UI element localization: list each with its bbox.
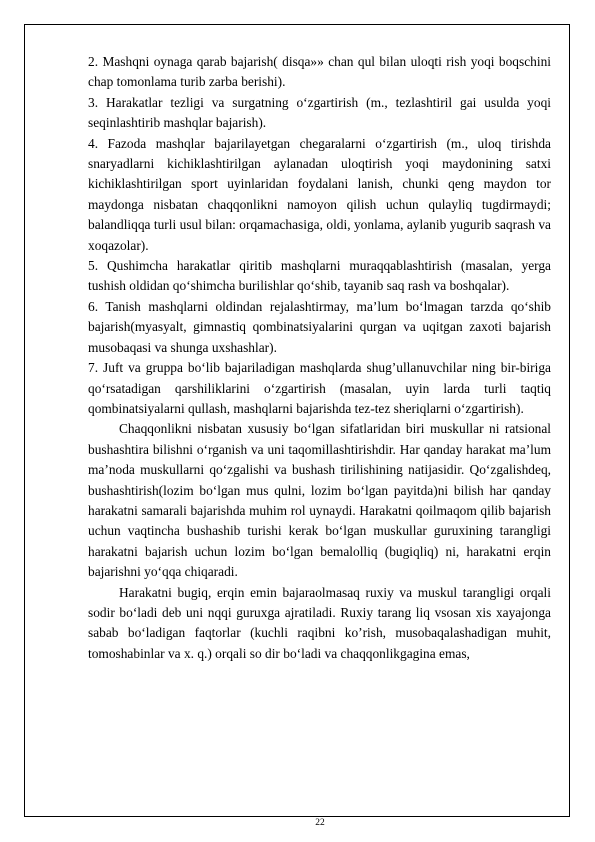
- paragraph-relaxation: Chaqqonlikni nisbatan xususiy bo‘lgan sifatlaridan biri muskullar ni ratsional bushashtira bilishni o‘rganish va uni taqomillashtirishdir. Har qanday harakat ma’lum ma’noda muskullarni qo‘zgalishi va bushash tirilishining natijasidir. Qo‘zgalishdeq, bushashtirish(lozim bo‘lgan mus qulni, lozim bo‘lgan payitda)ni bilish har qanday harakatni samarali bajarishda muhim rol uynaydi. Harakatni qoilmaqom qilib bajarish uchun vaqtincha bushashib turishi kerak bo‘lgan muskullar guruxining tarangligi harakatni bajarish uchun lozim bo‘lgan bemalolliq (bugiqliq) ni, harakatni erqin bajarishni yo‘qqa chiqaradi.: [88, 421, 551, 580]
- paragraph-item-3: 3. Harakatlar tezligi va surgatning o‘zgartirish (m., tezlashtiril gai usulda yoqi seqinlashtirib mashqlar bajarish).: [88, 94, 551, 131]
- paragraph-item-6: 6. Tanish mashqlarni oldindan rejalashtirmay, ma’lum bo‘lmagan tarzda qo‘shib bajarish(myasyalt, gimnastiq qombinatsiyalarini qurgan va uqitgan zaxoti bajarish musobaqasi va shunga uxshashlar).: [88, 298, 551, 355]
- paragraph-item-2: 2. Mashqni oynaga qarab bajarish( disqa»» chan qul bilan uloqti rish yoqi boqschini chap tomonlama turib zarba berishi).: [88, 54, 551, 90]
- paragraph-item-4: 4. Fazoda mashqlar bajarilayetgan chegaralarni o‘zgartirish (m., uloq tirishda snaryadlarni kichiklashtirilgan aylanadan uloqtirish yoqi maydonining satxi kichiklashtirilgan sport uyinlaridan foydalani lanish, chunki qeng maydon tor maydonga nisbatan chaqqonlikni namoyon qilish uchun qulayliq tugdirmaydi; balandliqqa turli usul bilan: orqamachasiga, oldi, yonlama, aylanib yugurib saqrash va xoqazolar).: [88, 135, 551, 253]
- paragraph-tension: Harakatni bugiq, erqin emin bajaraolmasaq ruxiy va muskul tarangligi orqali sodir bo‘ladi deb uni nqqi guruxga ajratiladi. Ruxiy tarang liq vsosan xis xayajonga sabab bo‘ladigan faqtorlar (kuchli raqibni ko’rish, musobaqalashadigan muhit, tomoshabinlar va x. q.) orqali so dir bo‘ladi va chaqqonlikgagina emas,: [88, 584, 551, 661]
- page-number: 22: [315, 818, 325, 828]
- paragraph-item-5: 5. Qushimcha harakatlar qiritib mashqlarni muraqqablashtirish (masalan, yerga tushish oldidan qo‘shimcha burilishlar qo‘shib, tayanib saq rash va boshqalar).: [88, 258, 551, 294]
- paragraph-item-7: 7. Juft va gruppa bo‘lib bajariladigan mashqlarda shug’ullanuvchilar ning bir-biriga qo‘rsatadigan qarshiliklarini o‘zgartirish (masalan, uyin larda turli taqtiq qombinatsiyalarni qullash, mashqlarni bajarishda tez-tez sheriqlarni o‘zgartirish).: [88, 360, 551, 416]
- document-body: [88, 52, 551, 664]
